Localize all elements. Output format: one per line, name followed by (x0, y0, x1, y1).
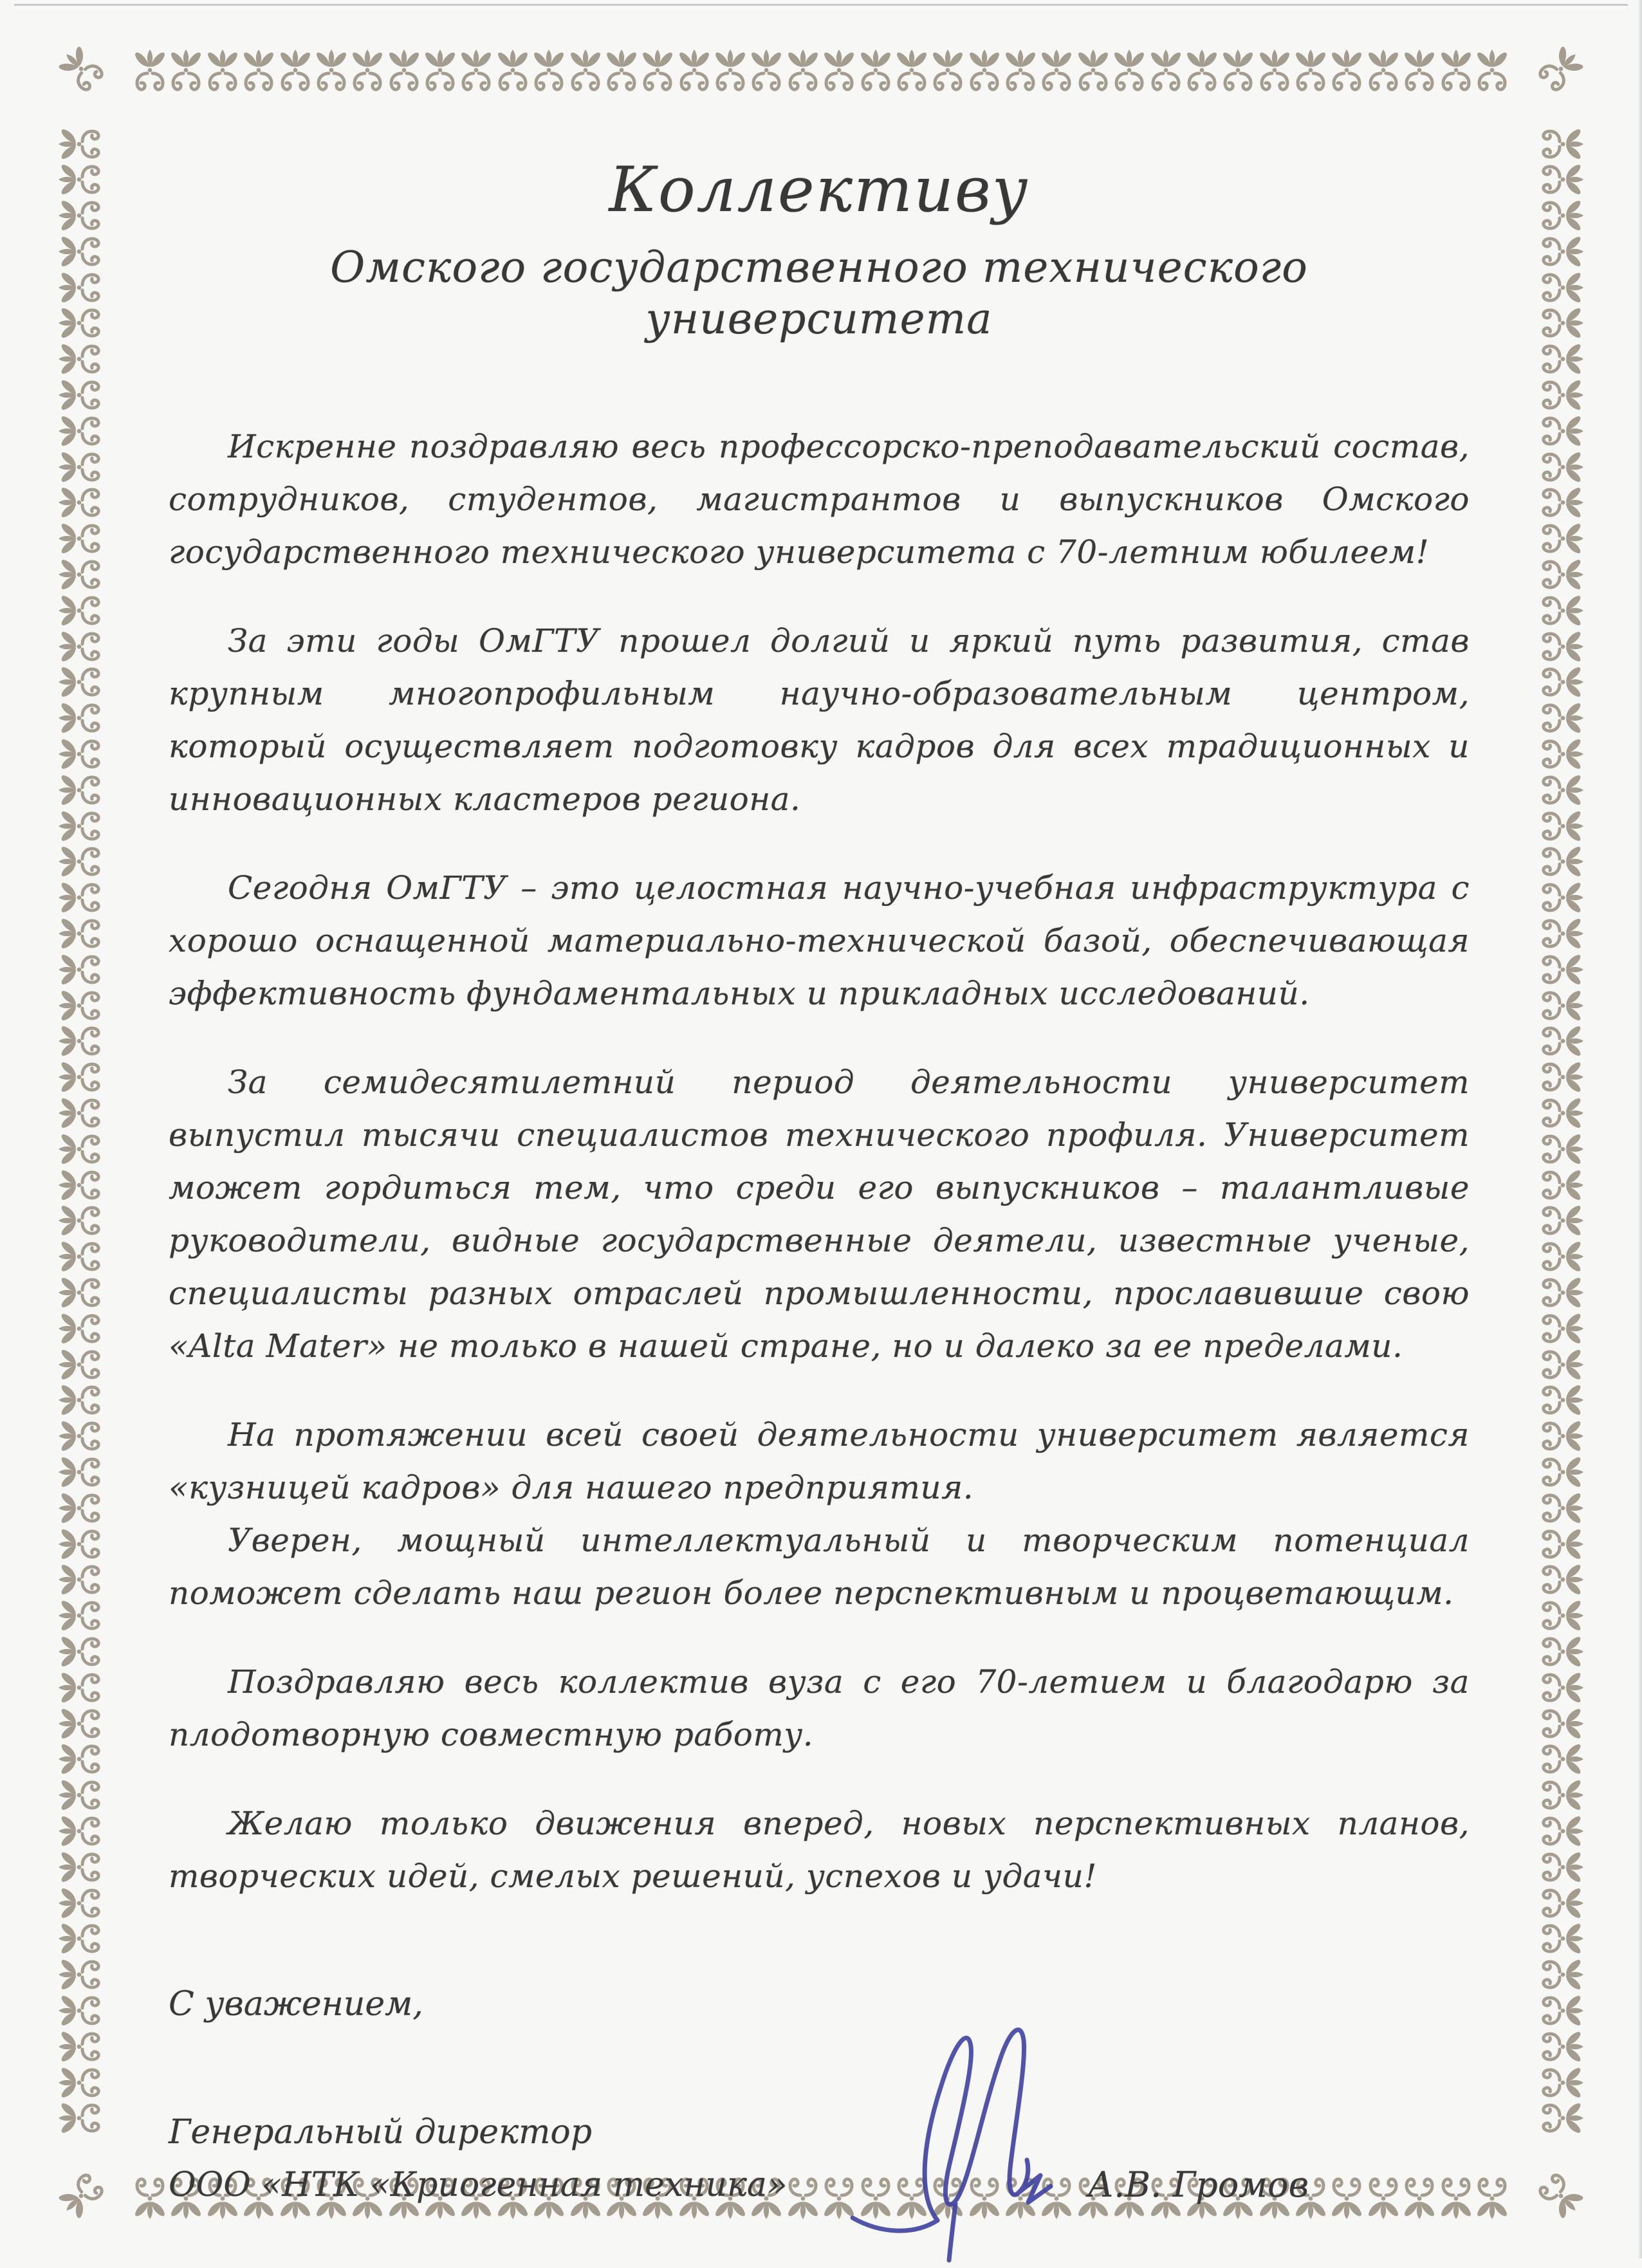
fleur-ornament-slot (1531, 880, 1585, 916)
fleur-ornament-slot (1531, 2101, 1585, 2136)
fleur-ornament-icon (57, 1491, 111, 1526)
fleur-ornament-icon (1531, 773, 1585, 807)
fleur-ornament-slot (1531, 2029, 1585, 2064)
fleur-ornament-icon (1526, 2161, 1589, 2224)
fleur-ornament-slot (1531, 1957, 1585, 1993)
fleur-ornament-icon (57, 844, 111, 879)
fleur-ornament-icon (57, 198, 111, 233)
recipient-title: Коллективу (609, 154, 1029, 226)
fleur-ornament-slot (1531, 1419, 1585, 1454)
fleur-ornament-slot (1531, 1778, 1585, 1813)
fleur-ornament-slot (1531, 1311, 1585, 1346)
signer-role (169, 2106, 788, 2211)
fleur-ornament-icon (57, 1670, 111, 1705)
fleur-ornament-icon (57, 162, 111, 197)
fleur-ornament-slot (1531, 1239, 1585, 1275)
fleur-ornament-icon (1531, 1275, 1585, 1310)
fleur-ornament-icon (1185, 48, 1219, 102)
fleur-ornament-icon (57, 1562, 111, 1597)
fleur-ornament-icon (531, 48, 566, 102)
fleur-ornament-icon (1531, 1060, 1585, 1094)
fleur-ornament-slot (57, 1060, 111, 1095)
fleur-ornament-icon (894, 48, 929, 102)
fleur-ornament-slot (57, 1275, 111, 1311)
paragraph: За эти годы ОмГТУ прошел долгий и яркий путь развития, став крупным многопрофильным научно-образовательным центром, который осуществляет подготовку кадров для всех традиционных и инновационных кластеров региона. (169, 622, 1470, 818)
fleur-ornament-icon (57, 1024, 111, 1058)
fleur-ornament-icon (57, 270, 111, 305)
fleur-ornament-icon (57, 1383, 111, 1417)
fleur-ornament-slot (57, 1706, 111, 1741)
fleur-ornament-slot (1531, 629, 1585, 664)
fleur-ornament-icon (1531, 629, 1585, 664)
fleur-ornament-icon (1531, 1634, 1585, 1669)
corner-ornament-icon (53, 41, 116, 104)
fleur-ornament-icon (1531, 270, 1585, 305)
fleur-ornament-icon (57, 988, 111, 1023)
fleur-ornament-icon (822, 48, 856, 102)
fleur-ornament-icon (1531, 1311, 1585, 1346)
fleur-ornament-icon (1531, 1921, 1585, 1956)
fleur-ornament-icon (57, 557, 111, 592)
fleur-ornament-slot (57, 1993, 111, 2028)
fleur-ornament-icon (1531, 988, 1585, 1023)
fleur-ornament-icon (57, 127, 111, 161)
fleur-ornament-slot (57, 1885, 111, 1921)
fleur-ornament-icon (1531, 521, 1585, 556)
fleur-ornament-slot (1531, 593, 1585, 628)
fleur-ornament-slot (1531, 808, 1585, 844)
fleur-ornament-icon (858, 48, 893, 102)
fleur-ornament-icon (57, 1921, 111, 1956)
fleur-ornament-slot (1531, 1490, 1585, 1526)
fleur-ornament-icon (495, 48, 530, 102)
fleur-ornament-slot (57, 306, 111, 341)
fleur-ornament-icon (1531, 593, 1585, 628)
fleur-ornament-slot (1531, 1024, 1585, 1059)
fleur-ornament-slot (1531, 988, 1585, 1023)
fleur-ornament-slot (57, 1454, 111, 1489)
fleur-ornament-icon (57, 952, 111, 987)
fleur-ornament-icon (57, 1706, 111, 1741)
signer-company: ООО «НТК «Криогенная техника» (169, 2165, 788, 2204)
fleur-ornament-icon (387, 48, 421, 102)
fleur-ornament-slot (57, 1203, 111, 1239)
fleur-ornament-icon (57, 1239, 111, 1274)
fleur-ornament-slot (1531, 521, 1585, 557)
fleur-ornament-icon (57, 1311, 111, 1346)
fleur-ornament-slot (1531, 306, 1585, 341)
fleur-ornament-icon (749, 48, 784, 102)
fleur-ornament-icon (205, 48, 240, 102)
fleur-ornament-slot (1531, 1993, 1585, 2028)
fleur-ornament-icon (57, 1993, 111, 2028)
fleur-ornament-icon (57, 1132, 111, 1166)
fleur-ornament-slot (1531, 1921, 1585, 1957)
fleur-ornament-slot (57, 880, 111, 916)
fleur-ornament-slot (57, 162, 111, 198)
fleur-ornament-slot (1531, 701, 1585, 736)
fleur-ornament-icon (1402, 48, 1437, 102)
fleur-ornament-icon (57, 809, 111, 844)
fleur-ornament-slot (1531, 665, 1585, 700)
fleur-ornament-slot (57, 1131, 111, 1166)
fleur-ornament-icon (57, 342, 111, 376)
fleur-ornament-slot (1531, 342, 1585, 377)
fleur-ornament-icon (1531, 1132, 1585, 1166)
fleur-ornament-slot (1531, 485, 1585, 521)
fleur-ornament-icon (57, 880, 111, 915)
fleur-ornament-icon (57, 378, 111, 412)
fleur-ornament-icon (57, 2065, 111, 2100)
fleur-ornament-slot (1531, 162, 1585, 198)
fleur-ornament-icon (57, 1419, 111, 1453)
fleur-ornament-icon (1531, 2101, 1585, 2135)
fleur-ornament-slot (57, 1778, 111, 1813)
fleur-ornament-icon (568, 48, 603, 102)
fleur-ornament-slot (57, 1813, 111, 1849)
fleur-ornament-slot (57, 1419, 111, 1454)
fleur-ornament-icon (1439, 48, 1473, 102)
fleur-ornament-icon (1531, 809, 1585, 844)
fleur-ornament-icon (1531, 737, 1585, 771)
fleur-ornament-slot (57, 988, 111, 1023)
fleur-ornament-icon (1531, 1670, 1585, 1705)
fleur-ornament-slot (57, 1670, 111, 1705)
fleur-ornament-icon (53, 2161, 116, 2224)
fleur-ornament-icon (57, 234, 111, 269)
fleur-ornament-icon (1531, 1814, 1585, 1849)
fleur-ornament-icon (1531, 1993, 1585, 2028)
fleur-ornament-slot (1531, 449, 1585, 484)
fleur-ornament-icon (57, 737, 111, 771)
fleur-ornament-slot (1531, 2065, 1585, 2100)
fleur-ornament-slot (1531, 198, 1585, 234)
fleur-ornament-slot (1531, 1670, 1585, 1705)
fleur-ornament-slot (57, 772, 111, 807)
fleur-ornament-slot (57, 665, 111, 700)
fleur-ornament-slot (57, 1167, 111, 1203)
fleur-ornament-icon (1475, 48, 1509, 102)
fleur-ornament-slot (1531, 1634, 1585, 1669)
ornament-border-top (133, 48, 1509, 102)
fleur-ornament-icon (57, 1203, 111, 1238)
fleur-ornament-icon (1531, 485, 1585, 520)
fleur-ornament-icon (1531, 162, 1585, 197)
fleur-ornament-slot (57, 1957, 111, 1993)
fleur-ornament-slot (1531, 413, 1585, 448)
fleur-ornament-slot (57, 808, 111, 844)
fleur-ornament-icon (57, 306, 111, 340)
fleur-ornament-slot (57, 952, 111, 987)
fleur-ornament-icon (57, 414, 111, 448)
fleur-ornament-slot (57, 413, 111, 448)
handwritten-signature (831, 1991, 1108, 2268)
fleur-ornament-slot (1531, 1275, 1585, 1311)
fleur-ornament-icon (57, 1455, 111, 1489)
fleur-ornament-icon (57, 773, 111, 807)
fleur-ornament-icon (57, 2029, 111, 2064)
fleur-ornament-icon (1531, 306, 1585, 340)
fleur-ornament-icon (1003, 48, 1038, 102)
fleur-ornament-icon (1531, 2065, 1585, 2100)
fleur-ornament-icon (677, 48, 712, 102)
fleur-ornament-icon (1531, 234, 1585, 269)
signer-name: А.В. Громов (1087, 2164, 1309, 2205)
fleur-ornament-icon (57, 665, 111, 699)
fleur-ornament-icon (930, 48, 965, 102)
fleur-ornament-icon (57, 1957, 111, 1992)
fleur-ornament-icon (57, 1814, 111, 1849)
fleur-ornament-icon (1531, 1024, 1585, 1058)
fleur-ornament-slot (1531, 1562, 1585, 1598)
paragraph: Уверен, мощный интеллектуальный и творческим потенциал поможет сделать наш регион более перспективным и процветающим. (169, 1521, 1470, 1612)
fleur-ornament-slot (57, 126, 111, 161)
fleur-ornament-slot (57, 1562, 111, 1598)
fleur-ornament-slot (1531, 1096, 1585, 1131)
paragraph: Поздравляю весь коллектив вуза с его 70-летием и благодарю за плодотворную совместную работу. (169, 1663, 1470, 1753)
fleur-ornament-slot (1531, 1813, 1585, 1849)
fleur-ornament-icon (57, 1778, 111, 1812)
fleur-ornament-icon (53, 41, 116, 104)
fleur-ornament-slot (57, 342, 111, 377)
fleur-ornament-slot (57, 701, 111, 736)
fleur-ornament-icon (1531, 1096, 1585, 1130)
fleur-ornament-icon (57, 485, 111, 520)
fleur-ornament-icon (1531, 880, 1585, 915)
fleur-ornament-slot (57, 1024, 111, 1059)
fleur-ornament-slot (1531, 1347, 1585, 1382)
fleur-ornament-icon (57, 1060, 111, 1094)
fleur-ornament-slot (57, 1742, 111, 1777)
fleur-ornament-icon (57, 701, 111, 735)
fleur-ornament-icon (1531, 342, 1585, 376)
fleur-ornament-slot (1531, 1598, 1585, 1634)
fleur-ornament-icon (1531, 2029, 1585, 2064)
fleur-ornament-icon (57, 1886, 111, 1921)
fleur-ornament-icon (1531, 1239, 1585, 1274)
fleur-ornament-slot (57, 2029, 111, 2064)
fleur-ornament-slot (1531, 1454, 1585, 1489)
fleur-ornament-slot (57, 1490, 111, 1526)
fleur-ornament-slot (57, 1239, 111, 1275)
fleur-ornament-icon (1531, 844, 1585, 879)
fleur-ornament-icon (1076, 48, 1111, 102)
corner-ornament-icon (1526, 2161, 1589, 2224)
fleur-ornament-slot (1531, 1706, 1585, 1741)
fleur-ornament-icon (604, 48, 639, 102)
fleur-ornament-icon (1329, 48, 1364, 102)
fleur-ornament-slot (57, 1921, 111, 1957)
fleur-ornament-icon (1148, 48, 1183, 102)
fleur-ornament-slot (57, 1634, 111, 1669)
fleur-ornament-icon (57, 1527, 111, 1562)
fleur-ornament-slot (1531, 952, 1585, 987)
fleur-ornament-icon (713, 48, 748, 102)
fleur-ornament-icon (169, 48, 203, 102)
fleur-ornament-icon (1531, 1527, 1585, 1562)
fleur-ornament-slot (57, 1096, 111, 1131)
fleur-ornament-icon (1531, 378, 1585, 412)
fleur-ornament-slot (57, 1526, 111, 1562)
fleur-ornament-icon (459, 48, 494, 102)
fleur-ornament-slot (57, 198, 111, 234)
fleur-ornament-slot (57, 557, 111, 593)
ornament-border-left (57, 126, 111, 2136)
fleur-ornament-slot (1531, 916, 1585, 952)
fleur-ornament-slot (57, 1849, 111, 1885)
fleur-ornament-icon (1531, 127, 1585, 161)
fleur-ornament-icon (57, 450, 111, 484)
fleur-ornament-slot (57, 449, 111, 484)
fleur-ornament-icon (57, 2101, 111, 2135)
fleur-ornament-slot (1531, 234, 1585, 269)
fleur-ornament-icon (1531, 1347, 1585, 1382)
fleur-ornament-icon (57, 629, 111, 664)
fleur-ornament-slot (1531, 378, 1585, 413)
fleur-ornament-icon (1526, 41, 1589, 104)
fleur-ornament-icon (57, 1275, 111, 1310)
fleur-ornament-icon (314, 48, 349, 102)
fleur-ornament-icon (1531, 916, 1585, 951)
fleur-ornament-icon (640, 48, 675, 102)
fleur-ornament-icon (57, 1168, 111, 1203)
fleur-ornament-icon (1039, 48, 1074, 102)
recipient-subtitle: Омского государственного технического университета (330, 243, 1308, 344)
fleur-ornament-slot (57, 378, 111, 413)
fleur-ornament-icon (1531, 450, 1585, 484)
fleur-ornament-icon (57, 916, 111, 951)
fleur-ornament-slot (57, 234, 111, 269)
fleur-ornament-icon (423, 48, 457, 102)
paragraph: Желаю только движения вперед, новых перспективных планов, творческих идей, смелых решений, успехов и удачи! (169, 1804, 1470, 1895)
fleur-ornament-slot (57, 2101, 111, 2136)
fleur-ornament-slot (1531, 1885, 1585, 1921)
fleur-ornament-icon (1531, 1383, 1585, 1417)
fleur-ornament-slot (1531, 1849, 1585, 1885)
closing-salutation: С уважением, (169, 1984, 423, 2024)
fleur-ornament-icon (1531, 557, 1585, 592)
fleur-ornament-slot (1531, 844, 1585, 880)
fleur-ornament-slot (57, 1383, 111, 1418)
fleur-ornament-icon (1531, 1850, 1585, 1885)
fleur-ornament-icon (1475, 2167, 1509, 2221)
fleur-ornament-slot (1531, 737, 1585, 772)
fleur-ornament-icon (57, 1634, 111, 1669)
fleur-ornament-slot (1531, 557, 1585, 593)
fleur-ornament-icon (1531, 1455, 1585, 1489)
fleur-ornament-icon (1531, 1706, 1585, 1741)
fleur-ornament-icon (57, 521, 111, 556)
fleur-ornament-icon (1221, 48, 1255, 102)
fleur-ornament-icon (241, 48, 276, 102)
fleur-ornament-slot (57, 844, 111, 880)
fleur-ornament-icon (967, 48, 1002, 102)
letter-body (169, 154, 1470, 2211)
fleur-ornament-icon (1531, 1491, 1585, 1526)
fleur-ornament-icon (1293, 48, 1328, 102)
fleur-ornament-icon (1257, 48, 1292, 102)
fleur-ornament-icon (350, 48, 385, 102)
fleur-ornament-icon (1531, 1562, 1585, 1597)
fleur-ornament-icon (1531, 701, 1585, 735)
fleur-ornament-slot (1531, 772, 1585, 807)
fleur-ornament-slot (57, 1347, 111, 1382)
fleur-ornament-icon (1112, 48, 1147, 102)
fleur-ornament-icon (57, 1850, 111, 1885)
fleur-ornament-icon (1531, 1419, 1585, 1453)
fleur-ornament-slot (57, 1598, 111, 1634)
fleur-ornament-icon (57, 1742, 111, 1776)
signature-block (169, 2106, 1470, 2211)
fleur-ornament-icon (1531, 1203, 1585, 1238)
fleur-ornament-icon (1531, 1886, 1585, 1921)
paragraph: Сегодня ОмГТУ – это целостная научно-учебная инфраструктура с хорошо оснащенной материально-технической базой, обеспечивающая эффективность фундаментальных и прикладных исследований. (169, 869, 1470, 1012)
fleur-ornament-slot (1531, 1131, 1585, 1166)
fleur-ornament-slot (57, 485, 111, 521)
fleur-ornament-icon (1531, 1598, 1585, 1633)
fleur-ornament-slot (57, 521, 111, 557)
fleur-ornament-slot (1531, 1383, 1585, 1418)
corner-ornament-icon (1526, 41, 1589, 104)
fleur-ornament-icon (1366, 48, 1401, 102)
signer-role-line1: Генеральный директор (169, 2112, 593, 2152)
fleur-ornament-icon (1531, 665, 1585, 699)
fleur-ornament-icon (278, 48, 313, 102)
ornament-border-right (1531, 126, 1585, 2136)
fleur-ornament-icon (57, 1096, 111, 1130)
fleur-ornament-slot (1531, 1203, 1585, 1239)
fleur-ornament-icon (57, 593, 111, 628)
fleur-ornament-slot (57, 2065, 111, 2100)
fleur-ornament-icon (133, 2167, 167, 2221)
corner-ornament-icon (53, 2161, 116, 2224)
fleur-ornament-slot (1531, 1742, 1585, 1777)
fleur-ornament-slot (1531, 126, 1585, 161)
fleur-ornament-slot (1531, 1526, 1585, 1562)
fleur-ornament-slot (1531, 270, 1585, 305)
paragraph: Искренне поздравляю весь профессорско-преподавательский состав, сотрудников, студентов, магистрантов и выпускников Омского государственного технического университета с 70-летним юбилеем! (169, 427, 1470, 571)
fleur-ornament-icon (1531, 1168, 1585, 1203)
fleur-ornament-slot (57, 270, 111, 305)
fleur-ornament-icon (133, 48, 167, 102)
fleur-ornament-icon (786, 48, 820, 102)
fleur-ornament-slot (57, 737, 111, 772)
fleur-ornament-slot (1531, 1060, 1585, 1095)
fleur-ornament-icon (1531, 952, 1585, 987)
scan-edge-shadow (1637, 0, 1642, 2258)
fleur-ornament-slot (57, 629, 111, 664)
fleur-ornament-icon (1531, 414, 1585, 448)
paragraph: За семидесятилетний период деятельности университет выпустил тысячи специалистов технического профиля. Университет может гордиться тем, что среди его выпускников – талантливые руководители, видные государственные деятели, известные ученые, специалисты разных отраслей промышленности, прославившие свою «Alta Mater» не только в нашей стране, но и далеко за ее пределами. (169, 1063, 1470, 1365)
fleur-ornament-slot (1531, 1167, 1585, 1203)
scan-edge-artifact (14, 4, 1628, 6)
fleur-ornament-icon (57, 1347, 111, 1382)
fleur-ornament-slot (57, 593, 111, 628)
fleur-ornament-slot (57, 1311, 111, 1346)
fleur-ornament-icon (1531, 1742, 1585, 1776)
fleur-ornament-icon (1531, 1957, 1585, 1992)
fleur-ornament-icon (1531, 1778, 1585, 1812)
fleur-ornament-icon (57, 1598, 111, 1633)
paragraph: На протяжении всей своей деятельности университет является «кузницей кадров» для нашего предприятия. (169, 1415, 1470, 1506)
fleur-ornament-slot (57, 916, 111, 952)
fleur-ornament-icon (1531, 198, 1585, 233)
